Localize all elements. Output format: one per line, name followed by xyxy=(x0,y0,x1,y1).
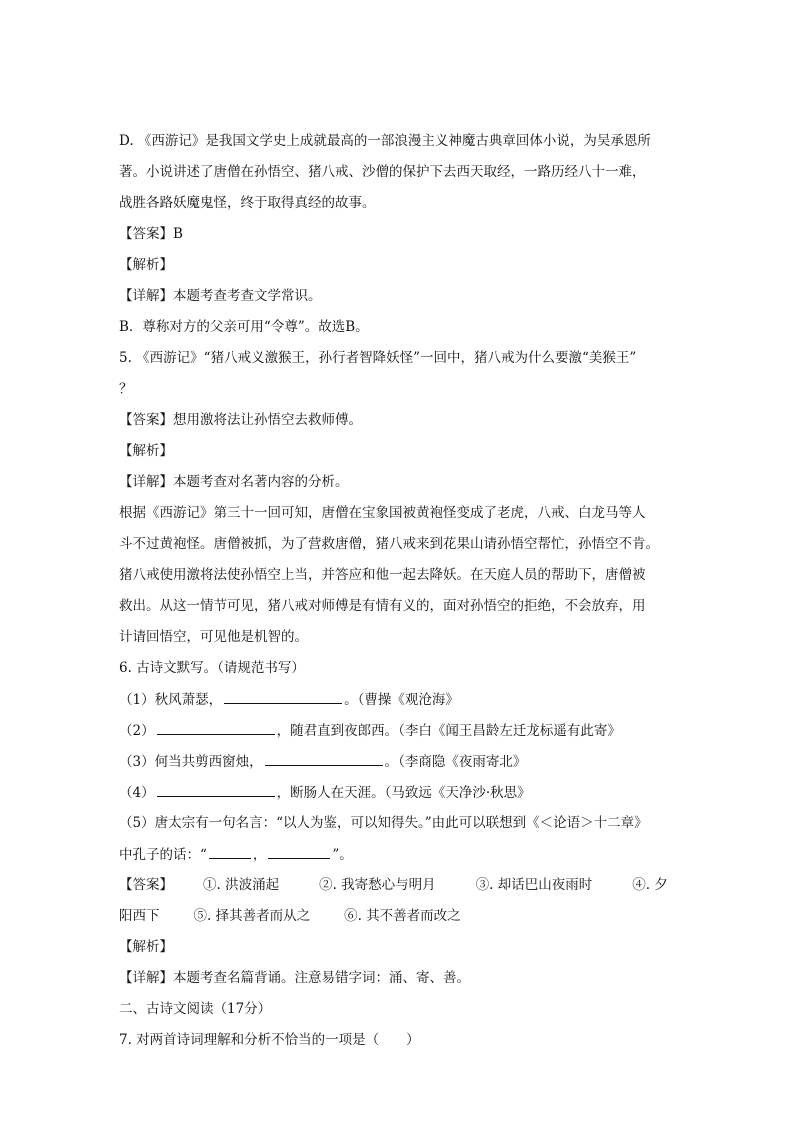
fill-item-text: 中孔子的话：“ xyxy=(119,847,207,863)
fill-item-text: （2） xyxy=(119,723,155,739)
fill-item-text: ，断肠人在天涯。（马致远《天净沙·秋思》 xyxy=(276,785,531,801)
answer-item: ②. 我寄愁心与明月 xyxy=(319,877,436,893)
fill-item-5-cont xyxy=(119,844,353,865)
answer-blank[interactable] xyxy=(224,689,342,704)
fill-item-text: 。（曹操《观沧海》 xyxy=(344,692,459,708)
fill-item-2 xyxy=(119,720,621,741)
question-5: 5. 《西游记》“猪八戒义激猴王，孙行者智降妖怪”一回中，猪八戒为什么要激“美猴王” xyxy=(119,350,637,366)
analysis-heading: 【解析】 xyxy=(119,443,173,459)
fill-item-text: （4） xyxy=(119,785,155,801)
answer-line: 【答案】B xyxy=(119,226,183,242)
text-line: B．尊称对方的父亲可用“令尊”。故选B。 xyxy=(119,319,369,335)
text-line: 斗不过黄袍怪。唐僧被抓，为了营救唐僧，猪八戒来到花果山请孙悟空帮忙，孙悟空不肯。 xyxy=(119,536,659,552)
text-line: 战胜各路妖魔鬼怪，终于取得真经的故事。 xyxy=(119,195,376,211)
fill-item-4 xyxy=(119,782,531,803)
answer-6-line-1 xyxy=(119,875,668,895)
text-line: 根据《西游记》第三十一回可知，唐僧在宝象国被黄袍怪变成了老虎，八戒、白龙马等人 xyxy=(119,505,646,521)
fill-item-text: ， xyxy=(252,847,267,863)
answer-blank[interactable] xyxy=(209,844,251,859)
analysis-heading: 【解析】 xyxy=(119,257,173,273)
answer-item: ④. 夕 xyxy=(632,877,668,893)
text-line: D. 《西游记》是我国文学史上成就最高的一部浪漫主义神魔古典章回体小说，为吴承恩所 xyxy=(119,133,651,149)
section-heading: 二、古诗文阅读（17分） xyxy=(119,1001,272,1017)
fill-item-5: （5）唐太宗有一句名言：“以人为鉴，可以知得失。”由此可以联想到《＜论语＞十二章》 xyxy=(119,815,648,831)
answer-blank[interactable] xyxy=(268,844,330,859)
detail-line: 【详解】本题考查名篇背诵。注意易错字词：涌、寄、善。 xyxy=(119,970,470,986)
question-5-cont: ？ xyxy=(119,381,133,397)
answer-label: 【答案】 xyxy=(119,877,173,893)
fill-item-text: （3）何当共剪西窗烛， xyxy=(119,754,263,770)
answer-blank[interactable] xyxy=(157,782,275,797)
question-6: 6. 古诗文默写。（请规范书写） xyxy=(119,660,305,676)
text-line: 猪八戒使用激将法使孙悟空上当，并答应和他一起去降妖。在天庭人员的帮助下，唐僧被 xyxy=(119,567,646,583)
analysis-heading: 【解析】 xyxy=(119,939,173,955)
detail-line: 【详解】本题考查考查文学常识。 xyxy=(119,288,322,304)
fill-item-text: ”。 xyxy=(332,847,353,863)
answer-line: 【答案】想用激将法让孙悟空去救师傅。 xyxy=(119,412,362,428)
fill-item-3 xyxy=(119,751,526,772)
text-line: 救出。从这一情节可见，猪八戒对师傅是有情有义的，面对孙悟空的拒绝，不会放弃，用 xyxy=(119,598,646,614)
answer-blank[interactable] xyxy=(157,720,275,735)
answer-blank[interactable] xyxy=(265,751,383,766)
question-7: 7. 对两首诗词理解和分析不恰当的一项是（ ） xyxy=(119,1032,420,1048)
answer-item: ⑤. 择其善者而从之 xyxy=(193,908,311,924)
answer-item: 阳西下 xyxy=(119,908,160,924)
detail-line: 【详解】本题考查对名著内容的分析。 xyxy=(119,474,349,490)
answer-6-line-2 xyxy=(119,906,461,926)
text-line: 计请回悟空，可见他是机智的。 xyxy=(119,629,308,645)
text-line: 著。小说讲述了唐僧在孙悟空、猪八戒、沙僧的保护下去西天取经，一路历经八十一难， xyxy=(119,164,646,180)
fill-item-text: （1）秋风萧瑟， xyxy=(119,692,223,708)
answer-item: ⑥. 其不善者而改之 xyxy=(344,908,461,924)
fill-item-1 xyxy=(119,689,459,710)
fill-item-text: 。（李商隐《夜雨寄北》 xyxy=(384,754,527,770)
answer-item: ③. 却话巴山夜雨时 xyxy=(475,877,593,893)
fill-item-text: ，随君直到夜郎西。（李白《闻王昌龄左迁龙标遥有此寄》 xyxy=(276,723,621,739)
answer-item: ①. 洪波涌起 xyxy=(203,877,280,893)
